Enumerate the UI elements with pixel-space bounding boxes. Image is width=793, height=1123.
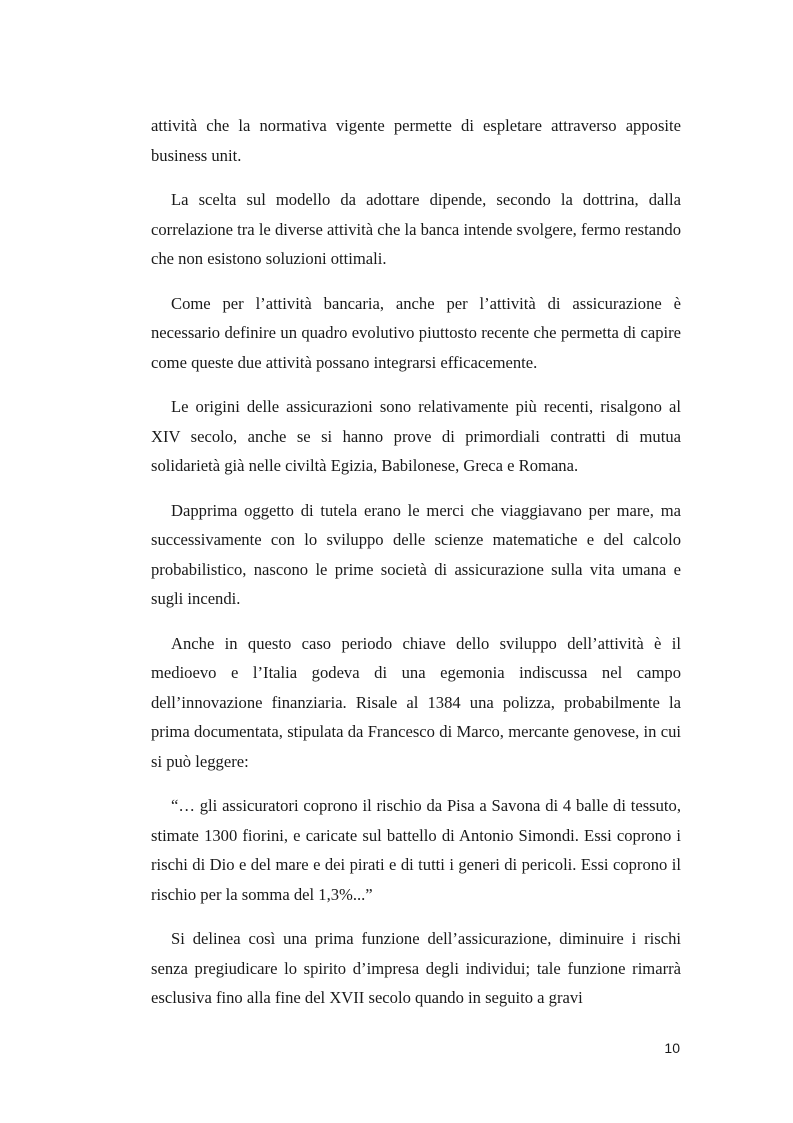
paragraph-middle-ages: Anche in questo caso periodo chiave dello sviluppo dell’attività è il medioevo e l’Italia godeva di una egemonia indiscussa nel campo dell’innovazione finanziaria. Risale al 1384 una polizza, probabilmente la prima documentata, stipulata da Francesco di Marco, mercante genovese, in cui si può leggere: [151, 633, 681, 771]
paragraph-insurance-framework: Come per l’attività bancaria, anche per l’attività di assicurazione è necessario definire un quadro evolutivo piuttosto recente che permetta di capire come queste due attività possano integrarsi efficacemente. [151, 293, 681, 372]
paragraph-model-choice: La scelta sul modello da adottare dipende, secondo la dottrina, dalla correlazione tra le diverse attività che la banca intende svolgere, fermo restando che non esistono soluzioni ottimali. [151, 190, 681, 268]
paragraph-insurance-function: Si delinea così una prima funzione dell’assicurazione, diminuire i rischi senza pregiudicare lo spirito d’impresa degli individui; tale funzione rimarrà esclusiva fino alla fine del XVII secolo quando in seguito a gravi [151, 929, 681, 1007]
document-body [151, 111, 681, 1028]
page-number: 10 [664, 1040, 680, 1056]
paragraph-maritime-goods: Dapprima oggetto di tutela erano le merci che viaggiavano per mare, ma successivamente con lo sviluppo delle scienze matematiche e del calcolo probabilistico, nascono le prime società di assicurazione sulla vita umana e sugli incendi. [151, 500, 681, 608]
paragraph-insurance-origins: Le origini delle assicurazioni sono relativamente più recenti, risalgono al XIV secolo, anche se si hanno prove di primordiali contratti di mutua solidarietà già nelle civiltà Egizia, Babilonese, Greca e Romana. [151, 397, 681, 475]
policy-quote: “… gli assicuratori coprono il rischio da Pisa a Savona di 4 balle di tessuto, stimate 1300 fiorini, e caricate sul battello di Antonio Simondi. Essi coprono i rischi di Dio e del mare e dei pirati e di tutti i generi di pericoli. Essi coprono il rischio per la somma del 1,3%...” [151, 796, 681, 904]
paragraph-business-unit: attività che la normativa vigente permette di espletare attraverso apposite business unit. [151, 116, 681, 165]
